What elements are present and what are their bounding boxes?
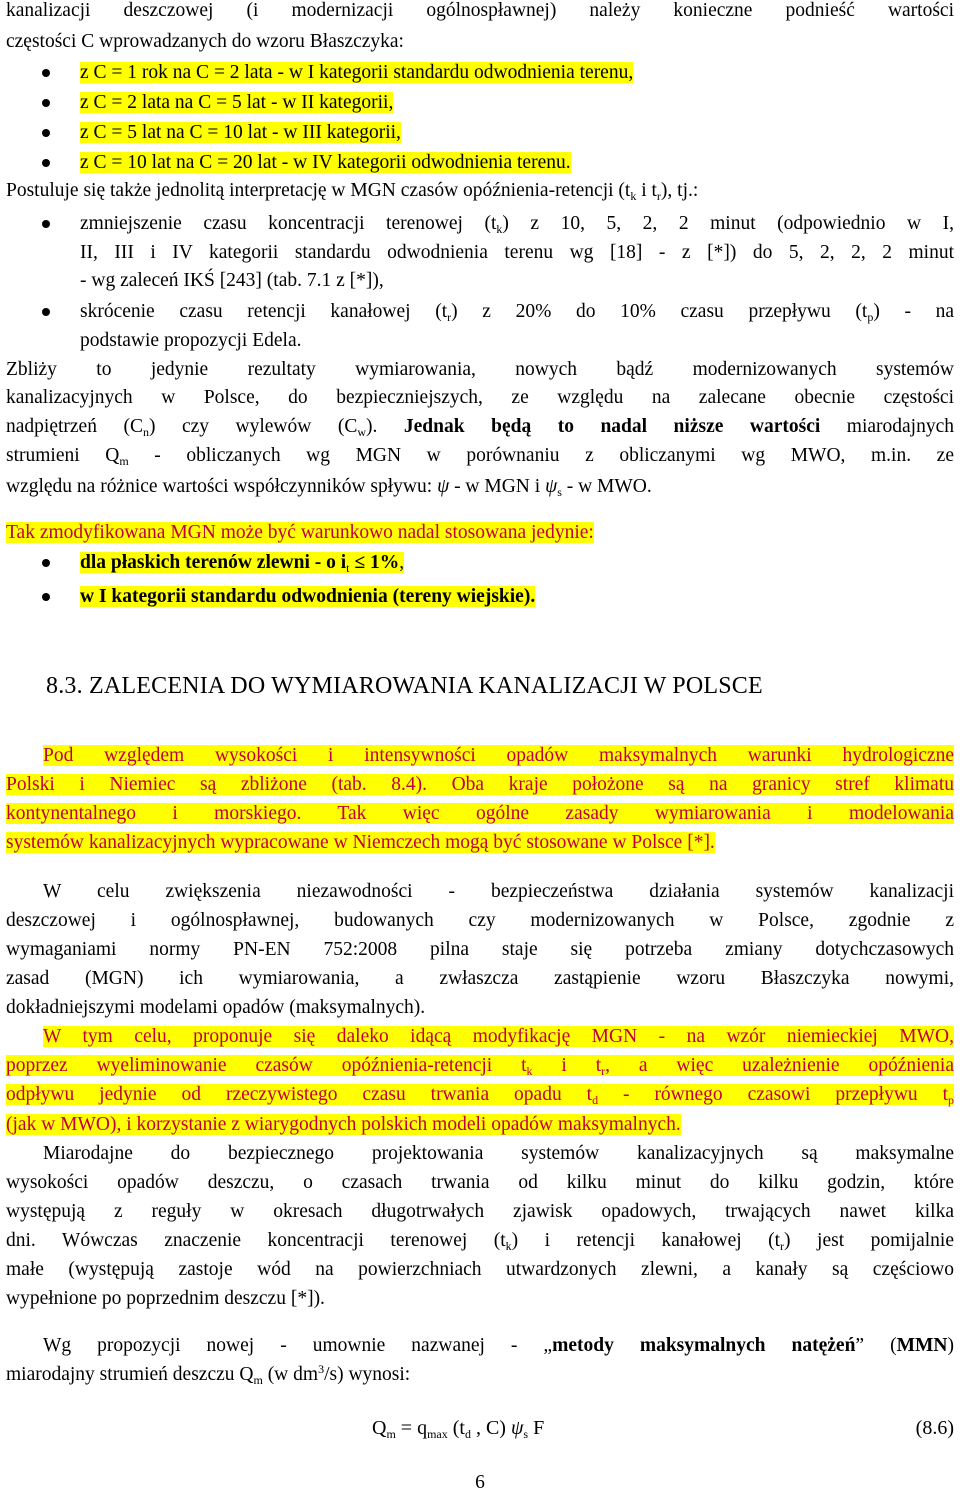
formula-8-6: $Q_m = q_{max}$ ($t_d$ , C) $\psi_s$ F (8.6)	[6, 1413, 954, 1443]
miarodajne-line-3: występują z reguły w okresach długotrwałych zjawisk opadowych, trwających nawet kilka	[6, 1201, 954, 1222]
bullet-icon	[42, 220, 50, 228]
bullet-icon	[42, 99, 50, 107]
zblizy-line-2: kanalizacyjnych w Polsce, do bezpieczniejszych, ze względu na zalecane obecnie częstości	[6, 387, 954, 408]
postuluje-line: Postuluje się także jednolitą interpretację w MGN czasów opóźnienia-retencji ($t_k$ i $t_r$), tj.:	[6, 180, 699, 203]
list-item: z C = 1 rok na C = 2 lata - w I kategorii standardu odwodnienia terenu,	[6, 58, 954, 88]
bullet-icon	[42, 129, 50, 137]
equation-number: (8.6)	[915, 1417, 954, 1439]
list-item: z C = 5 lat na C = 10 lat - w III kategorii,	[6, 118, 954, 148]
miarodajne-line-1: Miarodajne do bezpiecznego projektowania systemów kanalizacyjnych są maksymalne	[43, 1143, 954, 1164]
bullet-icon	[42, 559, 50, 567]
bullet-icon	[42, 308, 50, 316]
zblizy-line-5: względu na różnice wartości współczynników spływu: ψ - w MGN i $\psi_s$ - w MWO.	[6, 476, 652, 499]
list-item: skrócenie czasu retencji kanałowej $(t_r)$ z 20% do 10% czasu przepływu $(t_p)$ - na	[6, 297, 954, 327]
bullet-icon	[42, 593, 50, 601]
wg-line-1: Wg propozycji nowej - umownie nazwanej - „metody maksymalnych natężeń” (MMN)	[43, 1335, 954, 1356]
bullet-icon	[42, 69, 50, 77]
miarodajne-line-2: wysokości opadów deszczu, o czasach trwania od kilku minut do kilku godzin, które	[6, 1172, 954, 1193]
wcelu-line-1: W celu zwiększenia niezawodności - bezpieczeństwa działania systemów kanalizacji	[43, 881, 954, 902]
wcelu-line-4: zasad (MGN) ich wymiarowania, a zwłaszcza zastąpienie wzoru Błaszczyka nowymi,	[6, 968, 954, 989]
wcelu-line-5: dokładniejszymi modelami opadów (maksymalnych).	[6, 997, 426, 1018]
intro-line-2: częstości C wprowadzanych do wzoru Błaszczyka:	[6, 31, 404, 52]
list-item: w I kategorii standardu odwodnienia (tereny wiejskie).	[6, 582, 954, 612]
page-number: 6	[475, 1472, 485, 1493]
zblizy-line-3: nadpiętrzeń $(C_n)$ czy wylewów $(C_w)$. Jednak będą to nadal niższe wartości miarodajnych	[6, 416, 954, 439]
list-item: zmniejszenie czasu koncentracji terenowej $(t_k)$ z 10, 5, 2, 2 minut (odpowiednio w I,	[6, 209, 954, 239]
section-heading: 8.3. ZALECENIA DO WYMIAROWANIA KANALIZACJI W POLSCE	[46, 673, 763, 699]
tak-line: Tak zmodyfikowana MGN może być warunkowo nadal stosowana jedynie:	[6, 522, 594, 543]
miarodajne-line-5: małe (występują zastoje wód na powierzchniach utwardzonych zlewni, a kanały są częściowo	[6, 1259, 954, 1280]
wtym-line-4: (jak w MWO), i korzystanie z wiarygodnych polskich modeli opadów maksymalnych.	[6, 1114, 681, 1135]
wcelu-line-2: deszczowej i ogólnospławnej, budowanych czy modernizowanych w Polsce, zgodnie z	[6, 910, 954, 931]
list-item: z C = 2 lata na C = 5 lat - w II kategorii,	[6, 88, 954, 118]
list-item-continuation: - wg zaleceń IKŚ [243] (tab. 7.1 z [*]),	[80, 270, 384, 291]
miarodajne-line-6: wypełnione po poprzednim deszczu [*]).	[6, 1288, 325, 1309]
pod-line-1: Pod względem wysokości i intensywności opadów maksymalnych warunki hydrologiczne	[43, 745, 954, 766]
wcelu-line-3: wymaganiami normy PN-EN 752:2008 pilna staje się potrzeba zmiany dotychczasowych	[6, 939, 954, 960]
wtym-line-3: odpływu jedynie od rzeczywistego czasu trwania opadu $t_d$ - równego czasowi przepływu $t_p$	[6, 1084, 955, 1107]
miarodajne-line-4: dni. Wówczas znaczenie koncentracji terenowej $(t_k)$ i retencji kanałowej $(t_r)$ jest pomijalnie	[6, 1230, 954, 1253]
pod-line-3: kontynentalnego i morskiego. Tak więc ogólne zasady wymiarowania i modelowania	[6, 803, 954, 824]
zblizy-line-4: strumieni $Q_m$ - obliczanych wg MGN w porównaniu z obliczanymi wg MWO, m.in. ze	[6, 445, 954, 468]
bullet-icon	[42, 159, 50, 167]
wg-line-2: miarodajny strumień deszczu $Q_m$ (w $dm^3/s$) wynosi:	[6, 1362, 411, 1387]
pod-line-4: systemów kanalizacyjnych wypracowane w Niemczech mogą być stosowane w Polsce [*].	[6, 832, 715, 853]
zblizy-line-1: Zbliży to jedynie rezultaty wymiarowania, nowych bądź modernizowanych systemów	[6, 359, 954, 380]
intro-line-1: kanalizacji deszczowej (i modernizacji ogólnospławnej) należy konieczne podnieść wartości	[6, 0, 954, 21]
list-item: z C = 10 lat na C = 20 lat - w IV kategorii odwodnienia terenu.	[6, 148, 954, 178]
list-item-continuation: II, III i IV kategorii standardu odwodnienia terenu wg [18] - z [*]) do 5, 2, 2, 2 minut	[80, 242, 954, 263]
list-item: dla płaskich terenów zlewni - o $i_t \le 1\%$,	[6, 548, 954, 578]
wtym-line-1: W tym celu, proponuje się daleko idącą modyfikację MGN - na wzór niemieckiej MWO,	[43, 1026, 954, 1047]
list-item-continuation: podstawie propozycji Edela.	[80, 330, 302, 351]
wtym-line-2: poprzez wyeliminowanie czasów opóźnienia-retencji $t_k$ i $t_r$, a więc uzależnienie opóźnienia	[6, 1055, 954, 1078]
pod-line-2: Polski i Niemiec są zbliżone (tab. 8.4). Oba kraje położone są na granicy stref klimatu	[6, 774, 954, 795]
